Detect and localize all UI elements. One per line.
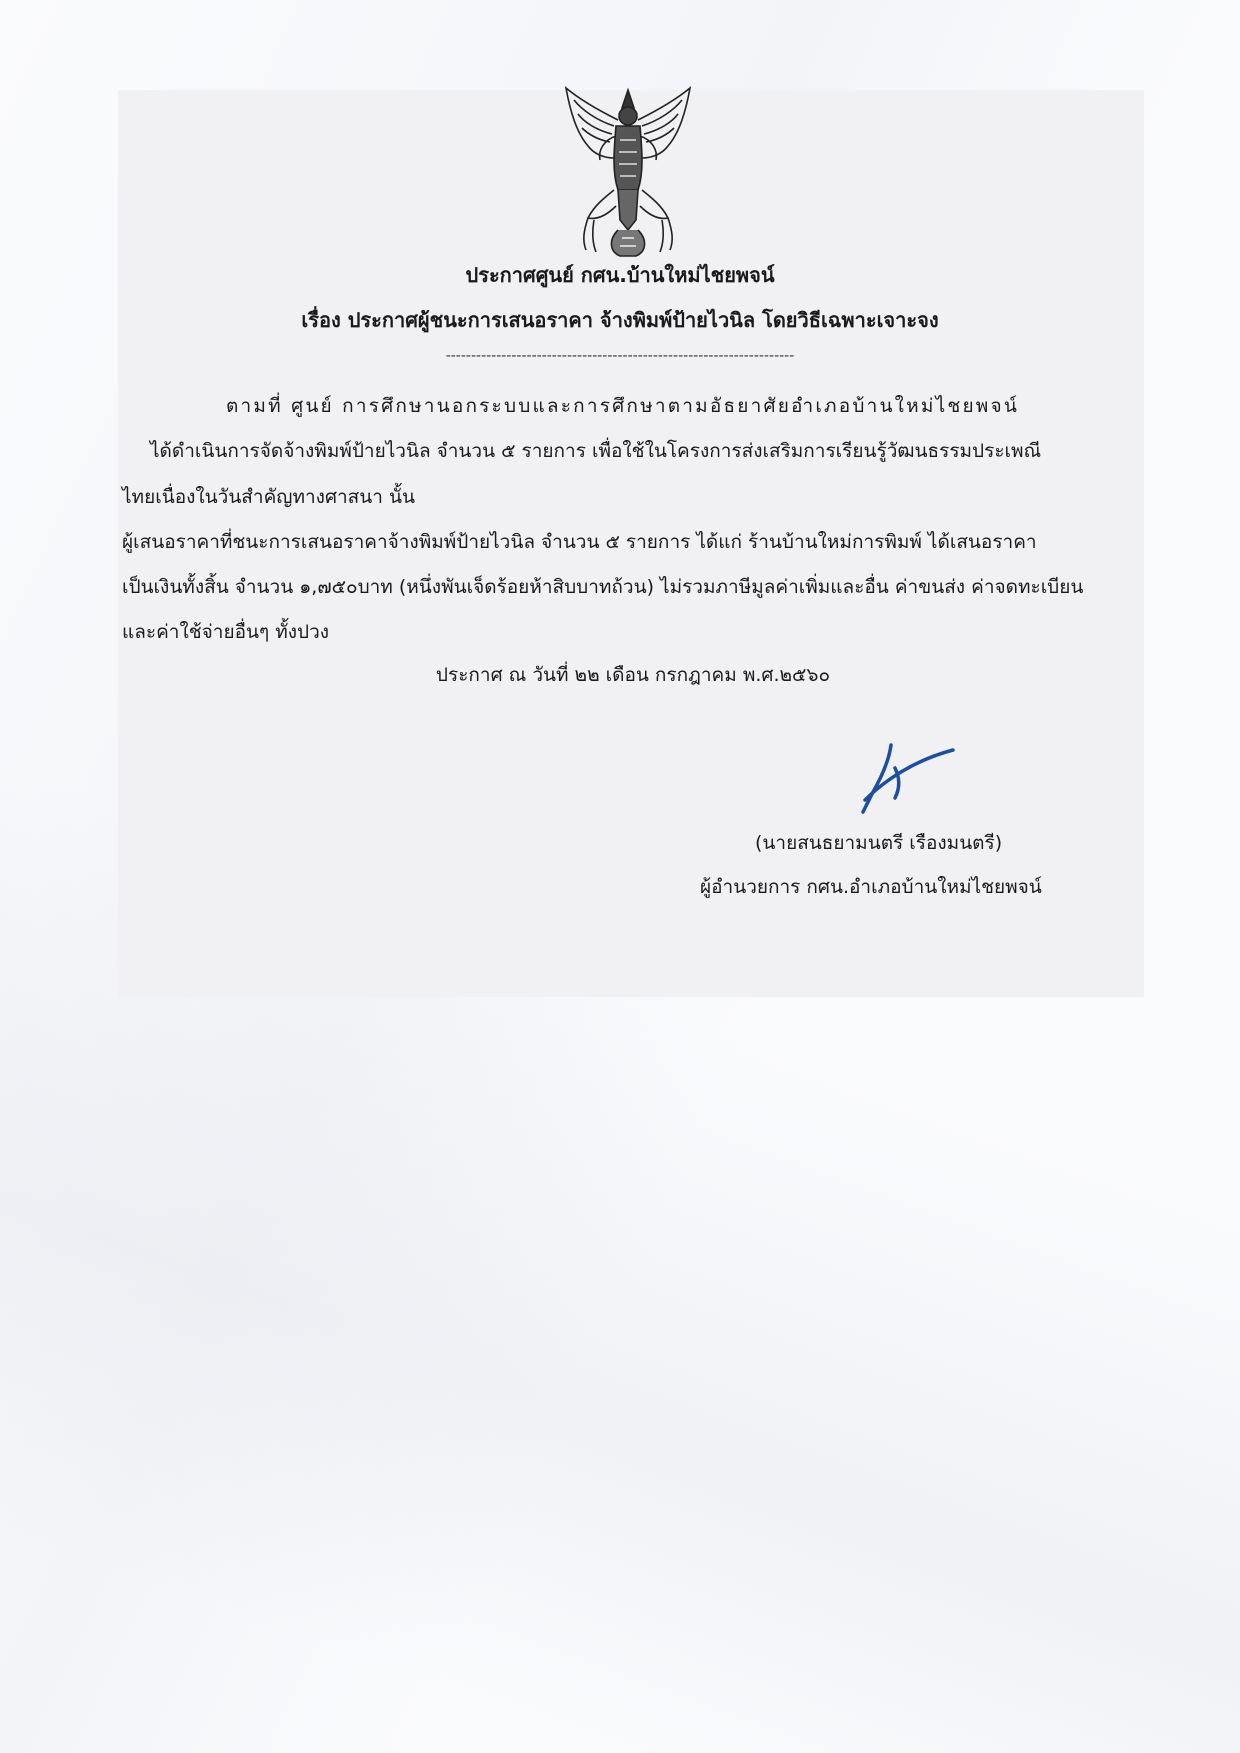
garuda-emblem-icon	[548, 80, 708, 260]
announcement-date: ประกาศ ณ วันที่ ๒๒ เดือน กรกฎาคม พ.ศ.๒๕๖๐	[435, 664, 831, 686]
body-line: ผู้เสนอราคาที่ชนะการเสนอราคาจ้างพิมพ์ป้ายไวนิล จำนวน ๕ รายการ ได้แก่ ร้านบ้านใหม่การพิมพ์ ได้เสนอราคา	[122, 531, 1037, 553]
announcement-title: ประกาศศูนย์ กศน.บ้านใหม่ไชยพจน์	[465, 263, 775, 287]
header-divider: ---------------------------------------------------------------------	[445, 348, 795, 364]
body-line: ไทยเนื่องในวันสำคัญทางศาสนา นั้น	[122, 486, 415, 508]
signer-name: (นายสนธยามนตรี เรืองมนตรี)	[755, 832, 1003, 854]
handwritten-signature	[855, 740, 955, 815]
announcement-subject: เรื่อง ประกาศผู้ชนะการเสนอราคา จ้างพิมพ์ป้ายไวนิล โดยวิธีเฉพาะเจาะจง	[301, 308, 939, 332]
body-line: เป็นเงินทั้งสิ้น จำนวน ๑,๗๕๐บาท (หนึ่งพันเจ็ดร้อยห้าสิบบาทถ้วน) ไม่รวมภาษีมูลค่าเพิ่มและอื่น ค่าขนส่ง ค่าจดทะเบียน	[122, 576, 1084, 598]
body-line: ได้ดำเนินการจัดจ้างพิมพ์ป้ายไวนิล จำนวน ๕ รายการ เพื่อใช้ในโครงการส่งเสริมการเรียนรู้วัฒนธรรมประเพณี	[150, 440, 1042, 462]
body-line: ตามที่ ศูนย์ การศึกษานอกระบบและการศึกษาตามอัธยาศัยอำเภอบ้านใหม่ไชยพจน์	[226, 395, 1020, 417]
body-line: และค่าใช้จ่ายอื่นๆ ทั้งปวง	[122, 621, 330, 643]
signer-position: ผู้อำนวยการ กศน.อำเภอบ้านใหม่ไชยพจน์	[700, 876, 1042, 898]
